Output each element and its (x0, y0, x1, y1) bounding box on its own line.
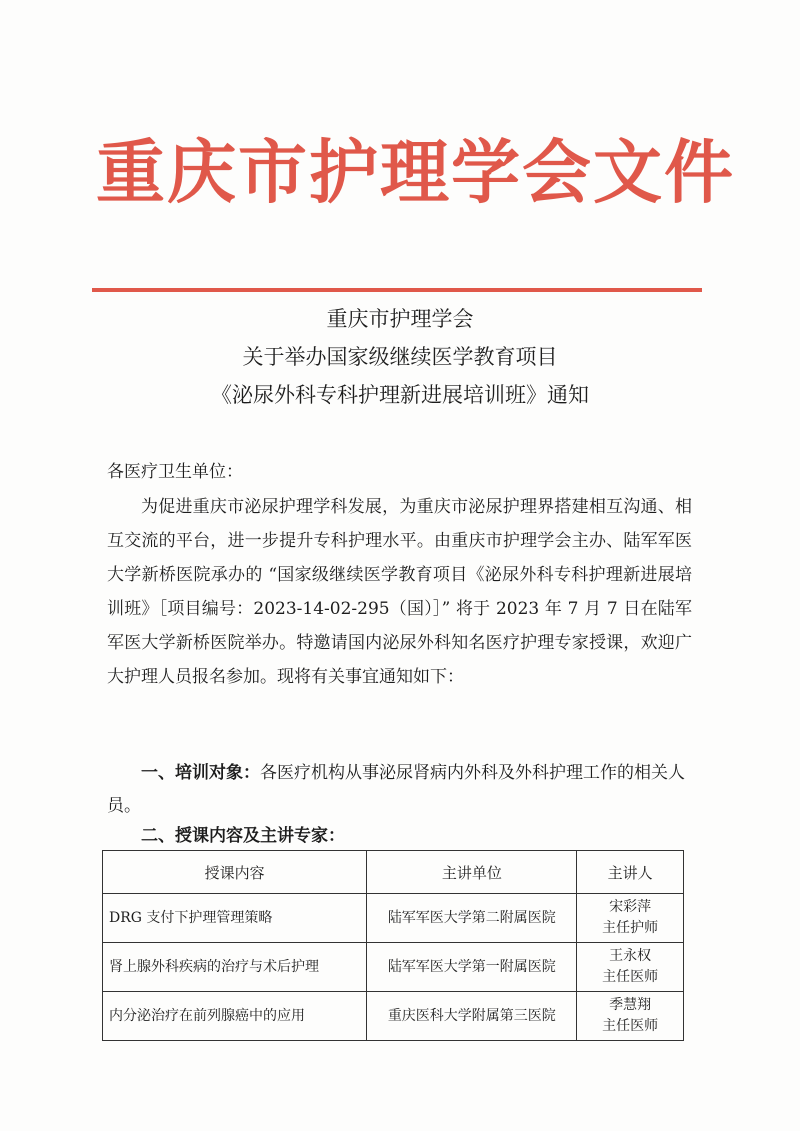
section-participants-heading: 一、培训对象： (141, 763, 260, 783)
header-unit: 主讲单位 (367, 851, 577, 894)
row-speaker (577, 992, 684, 1041)
section-participants (107, 757, 692, 823)
table-row (103, 992, 684, 1041)
speaker-title: 主任护师 (602, 920, 659, 936)
section-course-heading: 二、授课内容及主讲专家： (141, 826, 345, 846)
row-content: 内分泌治疗在前列腺癌中的应用 (103, 992, 367, 1041)
speaker-name: 王永权 (609, 948, 652, 964)
title-course-name: 《泌尿外科专科护理新进展培训班》通知 (211, 383, 589, 407)
row-unit: 重庆医科大学附属第三医院 (367, 992, 577, 1041)
document-masthead: 重庆市护理学会文件 (96, 132, 735, 213)
row-unit: 陆军军医大学第二附属医院 (367, 894, 577, 943)
masthead-divider (92, 288, 702, 292)
speaker-title: 主任医师 (602, 969, 659, 985)
notice-title (60, 300, 740, 414)
title-issuer: 重庆市护理学会 (326, 307, 474, 331)
header-content: 授课内容 (103, 851, 367, 894)
row-content: DRG 支付下护理管理策略 (103, 894, 367, 943)
row-content: 肾上腺外科疾病的治疗与术后护理 (103, 943, 367, 992)
table-header-row (103, 851, 684, 894)
salutation: 各医疗卫生单位： (107, 462, 243, 482)
table-row (103, 894, 684, 943)
row-speaker (577, 943, 684, 992)
title-subject: 关于举办国家级继续医学教育项目 (242, 345, 558, 369)
table-row (103, 943, 684, 992)
section-course-content (107, 820, 692, 853)
row-unit: 陆军军医大学第一附属医院 (367, 943, 577, 992)
speaker-title: 主任医师 (602, 1018, 659, 1034)
speaker-name: 宋彩萍 (609, 899, 652, 915)
intro-text: 为促进重庆市泌尿护理学科发展，为重庆市泌尿护理界搭建相互沟通、相互交流的平台，进一步提升专科护理水平。由重庆市护理学会主办、陆军军医大学新桥医院承办的 “国家级继续医学教育项目《泌尿外科专科护理新进展培训班》［项目编号：2023-14-02-295（国）］” 将于 2023 年 7 月 7 日在陆军军医大学新桥医院举办。特邀请国内泌尿外科知名医疗护理专家授课，欢迎广大护理人员报名参加。现将有关事宜通知如下： (107, 497, 692, 687)
header-speaker: 主讲人 (577, 851, 684, 894)
row-speaker (577, 894, 684, 943)
intro-paragraph (107, 490, 692, 694)
speaker-name: 季慧翔 (609, 997, 652, 1013)
course-table (102, 850, 684, 1041)
section-participants-text: 各医疗机构从事泌尿肾病内外科及外科护理工作的相关人员。 (107, 763, 685, 816)
